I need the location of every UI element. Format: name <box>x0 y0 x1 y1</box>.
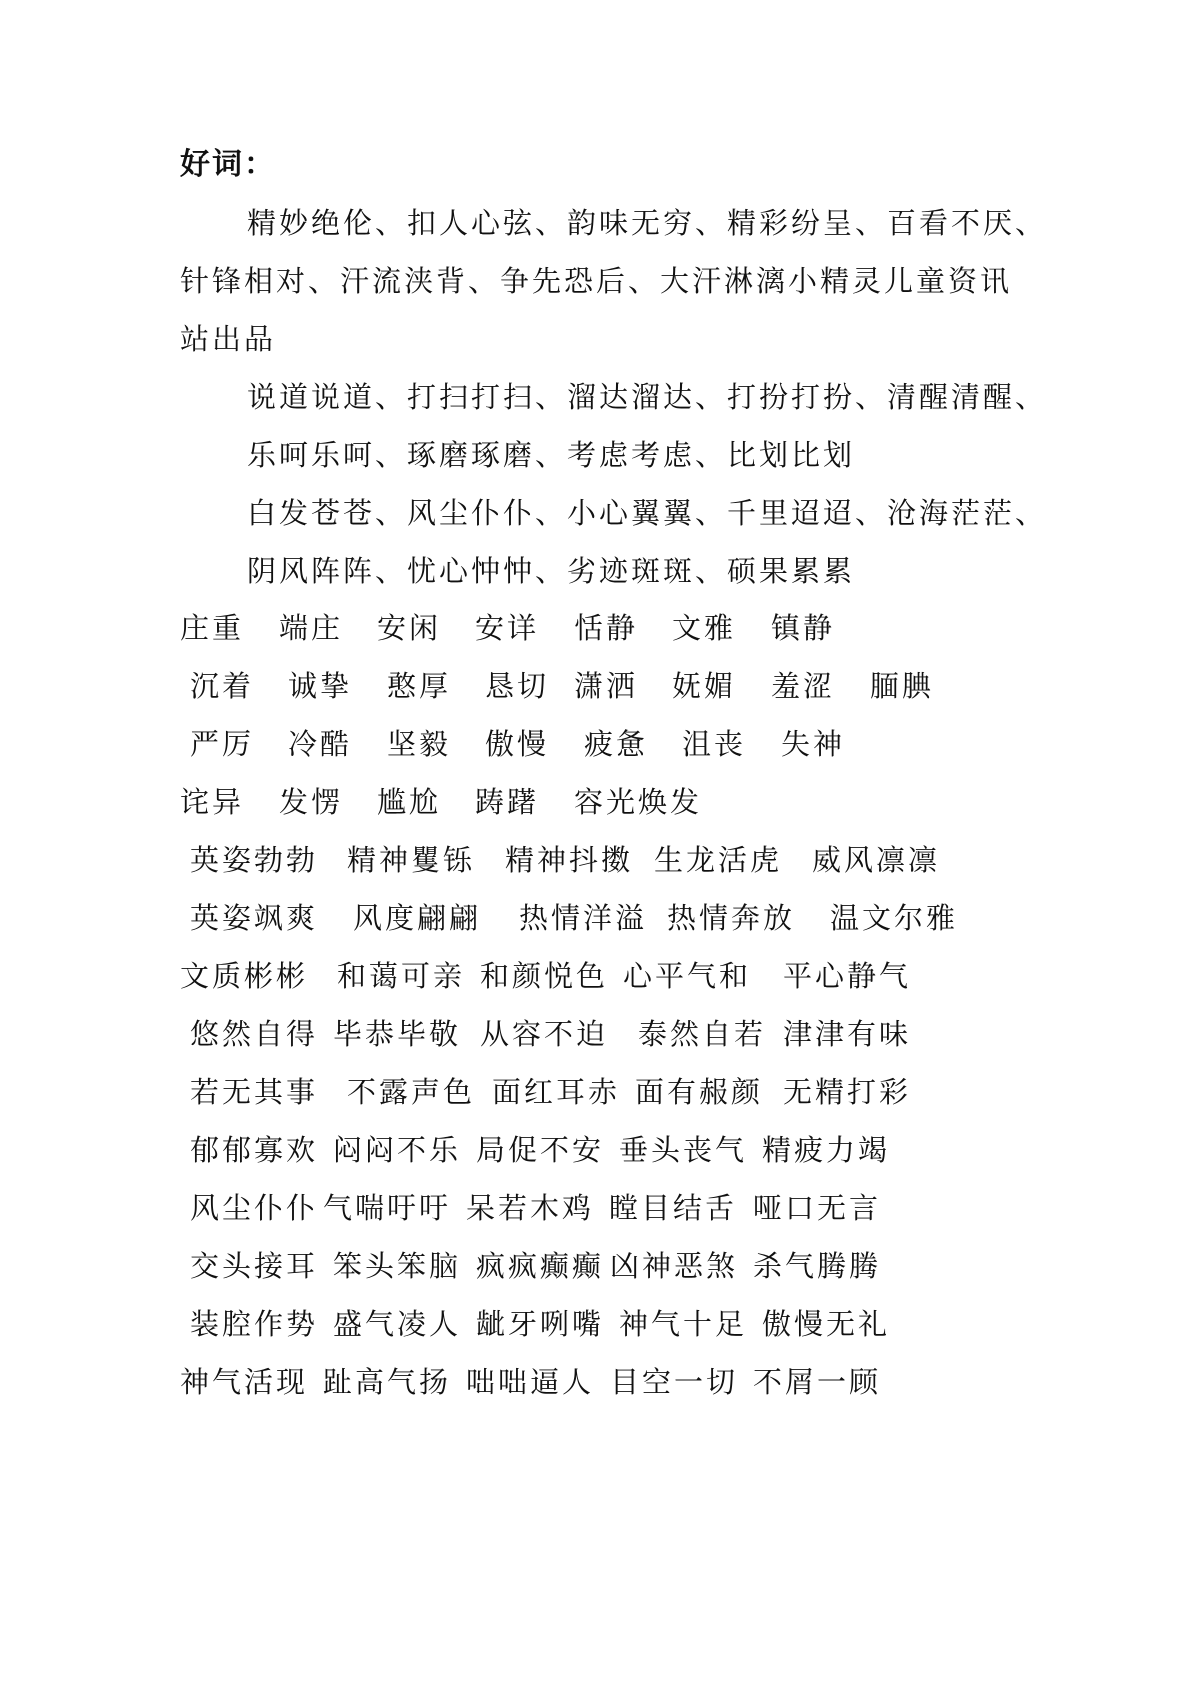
word-item: 踌躇 <box>475 785 540 819</box>
word-item: 目空一切 <box>610 1365 739 1399</box>
word-item: 憨厚 <box>387 669 452 703</box>
paragraph-line-2: 针锋相对、汗流浃背、争先恐后、大汗淋漓小精灵儿童资讯 <box>180 264 1013 298</box>
word-item: 闷闷不乐 <box>333 1133 462 1167</box>
word-item: 和蔼可亲 <box>337 959 466 993</box>
word-item: 发愣 <box>279 785 344 819</box>
word-item: 哑口无言 <box>753 1191 882 1225</box>
word-item: 咄咄逼人 <box>466 1365 595 1399</box>
word-item: 安闲 <box>377 611 442 645</box>
word-item: 威风凛凛 <box>812 843 941 877</box>
word-item: 精神矍铄 <box>347 843 476 877</box>
word-item: 文质彬彬 <box>180 959 309 993</box>
word-item: 龇牙咧嘴 <box>476 1307 605 1341</box>
word-item: 沉着 <box>190 669 255 703</box>
word-item: 郁郁寡欢 <box>190 1133 319 1167</box>
word-item: 精神抖擞 <box>505 843 634 877</box>
word-row-2 <box>180 666 1040 706</box>
word-item: 气喘吁吁 <box>323 1191 452 1225</box>
word-item: 恳切 <box>485 669 550 703</box>
word-item: 不露声色 <box>347 1075 476 1109</box>
word-item: 生龙活虎 <box>654 843 783 877</box>
paragraph-line-3: 站出品 <box>180 322 277 356</box>
word-item: 神气十足 <box>619 1307 748 1341</box>
word-item: 疲惫 <box>584 727 649 761</box>
word-item: 恬静 <box>574 611 639 645</box>
word-item: 津津有味 <box>783 1017 912 1051</box>
page-heading: 好词： <box>180 147 276 182</box>
word-item: 疯疯癫癫 <box>476 1249 605 1283</box>
paragraph-line-6: 白发苍苍、风尘仆仆、小心翼翼、千里迢迢、沧海茫茫、 <box>247 496 1048 530</box>
word-item: 杀气腾腾 <box>753 1249 882 1283</box>
word-item: 风尘仆仆 <box>190 1191 319 1225</box>
word-item: 严厉 <box>190 727 255 761</box>
word-row-13 <box>180 1304 1040 1344</box>
word-item: 热情洋溢 <box>519 901 648 935</box>
word-item: 平心静气 <box>783 959 912 993</box>
word-item: 和颜悦色 <box>480 959 609 993</box>
word-item: 妩媚 <box>672 669 737 703</box>
word-item: 盛气凌人 <box>333 1307 462 1341</box>
paragraph-line-1: 精妙绝伦、扣人心弦、韵味无穷、精彩纷呈、百看不厌、 <box>247 206 1048 240</box>
word-row-8 <box>180 1014 1040 1054</box>
word-item: 笨头笨脑 <box>333 1249 462 1283</box>
word-item: 安详 <box>475 611 540 645</box>
word-item: 容光焕发 <box>574 785 703 819</box>
word-item: 潇洒 <box>574 669 639 703</box>
word-item: 羞涩 <box>771 669 836 703</box>
word-row-4 <box>180 782 1040 822</box>
word-item: 垂头丧气 <box>619 1133 748 1167</box>
word-item: 坚毅 <box>387 727 452 761</box>
word-item: 端庄 <box>279 611 344 645</box>
paragraph-line-5: 乐呵乐呵、琢磨琢磨、考虑考虑、比划比划 <box>247 438 856 472</box>
word-item: 面红耳赤 <box>492 1075 621 1109</box>
word-item: 局促不安 <box>476 1133 605 1167</box>
word-item: 从容不迫 <box>480 1017 609 1051</box>
word-item: 若无其事 <box>190 1075 319 1109</box>
word-row-10 <box>180 1130 1040 1170</box>
word-item: 神气活现 <box>180 1365 309 1399</box>
paragraph-line-7: 阴风阵阵、忧心忡忡、劣迹斑斑、硕果累累 <box>247 554 856 588</box>
word-row-5 <box>180 840 1040 880</box>
word-row-9 <box>180 1072 1040 1112</box>
word-item: 英姿飒爽 <box>190 901 319 935</box>
word-item: 失神 <box>781 727 846 761</box>
word-item: 瞠目结舌 <box>609 1191 738 1225</box>
word-row-3 <box>180 724 1040 764</box>
word-item: 不屑一顾 <box>753 1365 882 1399</box>
word-item: 热情奔放 <box>667 901 796 935</box>
word-row-11 <box>180 1188 1040 1228</box>
word-item: 镇静 <box>771 611 836 645</box>
word-item: 傲慢无礼 <box>762 1307 891 1341</box>
word-item: 庄重 <box>180 611 245 645</box>
word-item: 无精打彩 <box>783 1075 912 1109</box>
word-item: 诚挚 <box>288 669 353 703</box>
word-item: 风度翩翩 <box>353 901 482 935</box>
word-row-6 <box>180 898 1040 938</box>
word-item: 精疲力竭 <box>762 1133 891 1167</box>
word-item: 英姿勃勃 <box>190 843 319 877</box>
word-row-1 <box>180 608 1040 648</box>
word-item: 呆若木鸡 <box>466 1191 595 1225</box>
word-item: 凶神恶煞 <box>610 1249 739 1283</box>
word-row-7 <box>180 956 1040 996</box>
word-item: 傲慢 <box>485 727 550 761</box>
paragraph-line-4: 说道说道、打扫打扫、溜达溜达、打扮打扮、清醒清醒、 <box>247 380 1048 414</box>
word-item: 装腔作势 <box>190 1307 319 1341</box>
word-item: 趾高气扬 <box>323 1365 452 1399</box>
word-item: 温文尔雅 <box>830 901 959 935</box>
word-item: 泰然自若 <box>638 1017 767 1051</box>
word-item: 冷酷 <box>288 727 353 761</box>
word-item: 腼腆 <box>870 669 935 703</box>
word-item: 毕恭毕敬 <box>333 1017 462 1051</box>
word-item: 诧异 <box>180 785 245 819</box>
word-item: 心平气和 <box>623 959 752 993</box>
word-item: 交头接耳 <box>190 1249 319 1283</box>
word-item: 沮丧 <box>682 727 747 761</box>
word-item: 面有赧颜 <box>635 1075 764 1109</box>
word-row-12 <box>180 1246 1040 1286</box>
word-item: 尴尬 <box>377 785 442 819</box>
word-row-14 <box>180 1362 1040 1402</box>
word-item: 悠然自得 <box>190 1017 319 1051</box>
word-item: 文雅 <box>672 611 737 645</box>
